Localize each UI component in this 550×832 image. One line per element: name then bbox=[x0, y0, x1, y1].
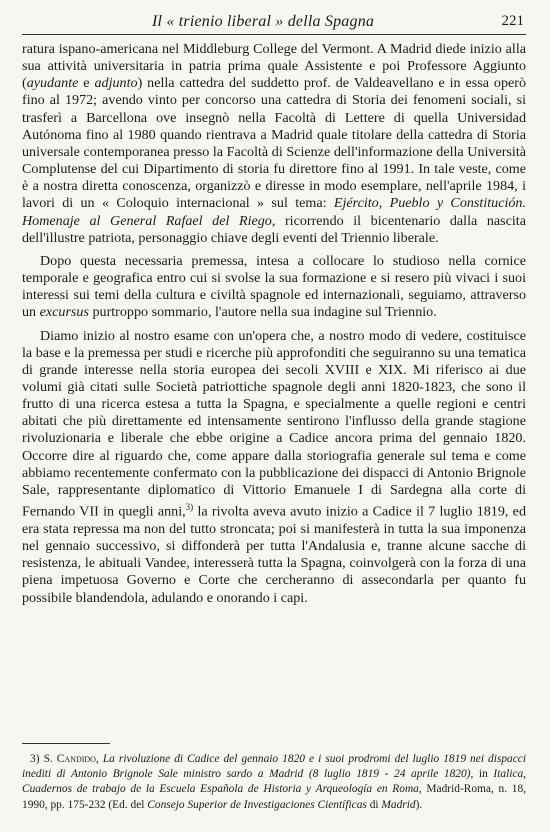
running-title: Il « trienio liberal » della Spagna bbox=[152, 13, 375, 30]
italic-title: Ejército, Pueblo y Constitución. Homenaje al General Rafael del Riego bbox=[22, 195, 526, 229]
footnote bbox=[22, 752, 526, 813]
footnote-journal: Italica, Cuadernos de trabajo de la Escuela Española de Historia y Arqueología en Roma bbox=[22, 768, 527, 796]
main-text bbox=[22, 41, 526, 613]
footnote-city: Madrid bbox=[381, 798, 416, 811]
text-run: , in bbox=[470, 768, 494, 781]
footnote-publisher: Consejo Superior de Investigaciones Científicas bbox=[147, 798, 367, 811]
footnote-title: La rivoluzione di Cadice del gennaio 1820 e i suoi prodromi del luglio 1819 nei dispacci inediti di Antonio Brignole Sale ministro sardo a Madrid (8 luglio 1819 - 24 aprile 1820) bbox=[22, 753, 526, 781]
text-run: purtroppo sommario, l'autore nella sua indagine sul Triennio. bbox=[88, 304, 437, 321]
text-run: Dopo questa necessaria premessa, intesa a collocare lo studioso nella cornice temporale e geografica entro cui si svolse la sua formazione e si resero più vivaci i suoi interessi sui temi della cultura e civiltà spagnole ed internazionali, seguiamo, attraverso un bbox=[22, 252, 526, 321]
footnote-marker: 3) bbox=[30, 753, 40, 765]
text-run: , Madrid-Roma, n. 18, 1990, pp. 175-232 (Ed. del bbox=[22, 783, 526, 811]
text-run: , ricorrendo il bicentenario dalla nascita dell'illustre patriota, personaggio chiave degli eventi del Triennio liberale. bbox=[22, 212, 526, 246]
paragraph-2 bbox=[22, 253, 526, 322]
text-run: e bbox=[78, 75, 95, 92]
italic-term: ayudante bbox=[26, 75, 79, 92]
italic-term: adjunto bbox=[94, 75, 138, 92]
footnote-author: S. Candido, bbox=[43, 753, 99, 765]
paragraph-3 bbox=[22, 328, 526, 607]
text-run: ). bbox=[415, 798, 423, 811]
footnote-separator bbox=[22, 743, 110, 744]
text-run: ) nella cattedra del suddetto prof. de Valdeavellano e in essa operò fino al 1972; avendo vinto per concorso una cattedra di Storia dei fenomeni sociali, si trasferì a Barcellona ove insegnò nella Facoltà di Lettere di quella Universidad Autónoma fino al 1980 quando rientrava a Madrid quale titolare della cattedra di Storia universale contemporanea presso la Facoltà di Scienze dell'informazione della Università Complutense del cui Dipartimento di storia fu direttore fino al 1991. In tale veste, come è a nostra diretta conoscenza, organizzò e diresse in modo esemplare, nell'aprile 1984, i lavori di un « Coloquio internacional » sul tema: bbox=[22, 75, 527, 212]
footnote-ref[interactable]: 3) bbox=[185, 502, 194, 513]
paragraph-1 bbox=[22, 41, 526, 247]
text-run: di bbox=[366, 798, 382, 811]
text-run: la rivolta aveva avuto inizio a Cadice il 7 luglio 1819, ed era stata repressa ma non del tutto stroncata; poi si manifesterà in tutta la sua imponenza nel gennaio successivo, si diffonderà per tutta l'Andalusia e, tranne alcune sacche di resistenza, le abituali Vandee, interesserà tutta la Spagna, coinvolgerà con la forza di una piena impetuosa Governo e Corte che cercheranno di assecondarla per quanto fu possibile blandendola, adulando e onorando i capi. bbox=[22, 503, 526, 606]
text-run: ratura ispano-americana nel Middleburg College del Vermont. A Madrid diede inizio alla sua attività universitaria in patria prima quale Assistente e poi Professore Aggiunto ( bbox=[22, 41, 526, 92]
page-number: 221 bbox=[501, 13, 524, 29]
italic-term: excursus bbox=[39, 304, 89, 321]
running-header bbox=[22, 10, 526, 35]
text-run: Diamo inizio al nostro esame con un'opera che, a nostro modo di vedere, costituisce la base e la premessa per studi e ricerche più approfonditi che seguiranno su una tematica di grande interesse nella storia europea dei secoli XVIII e XIX. Mi riferisco ai due volumi già citati sulle Società patriottiche spagnole degli anni 1820-1823, che sono il frutto di una ricerca estesa a tutta la Spagna, e specialmente a quelle regioni e centri abitati che più direttamente ed intensamente sentirono l'influsso della grande stagione rivoluzionaria e liberale che ebbe origine a Cadice ancora prima del gennaio 1820. Occorre dire al riguardo che, come appare dalla storiografia generale sul tema e come abbiamo recentemente confermato con la pubblicazione dei dispacci di Antonio Brignole Sale, rappresentante diplomatico di Vittorio Emanuele I di Sardegna alla corte di Fernando VII in quegli anni, bbox=[22, 327, 526, 520]
